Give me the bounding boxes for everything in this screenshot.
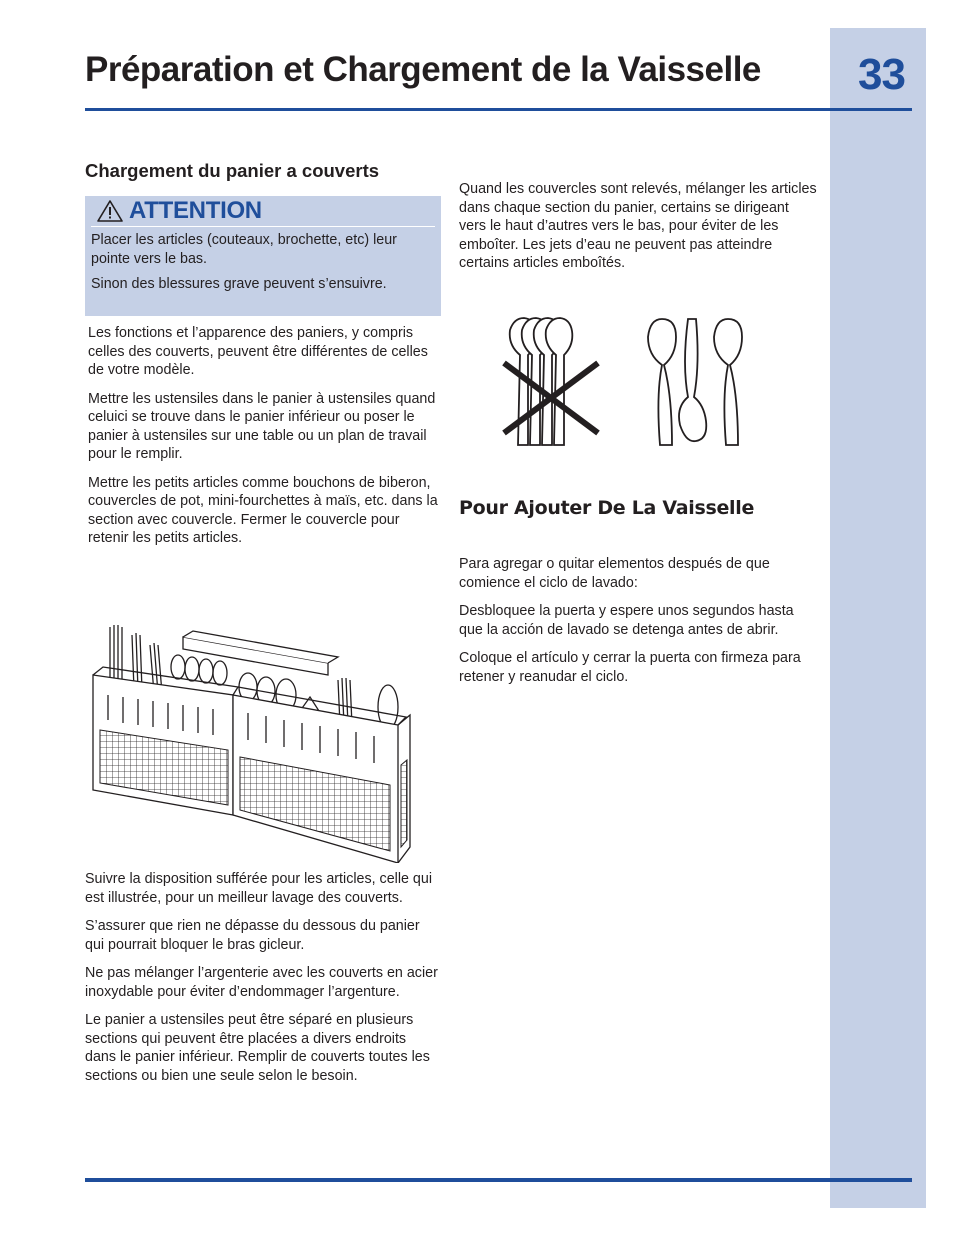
paragraph: Mettre les ustensiles dans le panier à ustensiles quand celuici se trouve dans le panier inférieur ou poser le panier à ustensiles sur une table ou un plan de travail pour le remplir.	[88, 390, 436, 462]
basket-illustration	[88, 615, 418, 863]
right-paragraphs-2	[459, 555, 819, 696]
attention-header	[91, 196, 435, 227]
left-paragraphs-bottom	[85, 870, 441, 1095]
section-heading: Pour Ajouter De La Vaisselle	[459, 497, 755, 519]
bottom-rule	[85, 1178, 912, 1182]
paragraph: Le panier a ustensiles peut être séparé en plusieurs sections qui peuvent être placées a divers endroits dans le panier inférieur. Remplir de couverts toutes les sections ou bien une seule selon le besoin.	[85, 1012, 430, 1084]
spoons-illustration	[498, 315, 756, 450]
right-column	[459, 180, 819, 283]
attention-text: Sinon des blessures grave peuvent s’ensuivre.	[91, 276, 387, 292]
paragraph: Les fonctions et l’apparence des paniers, y compris celles des couverts, peuvent être différentes de celles de votre modèle.	[88, 325, 428, 378]
title-rule	[85, 108, 912, 111]
paragraph: Ne pas mélanger l’argenterie avec les couverts en acier inoxydable pour éviter d’endommager l’argenture.	[85, 965, 438, 1000]
page-number: 33	[858, 50, 905, 99]
attention-box	[85, 196, 441, 316]
paragraph: Suivre la disposition sufférée pour les articles, celle qui est illustrée, pour un meilleur lavage des couverts.	[85, 871, 433, 906]
paragraph: S’assurer que rien ne dépasse du dessous du panier qui pourrait bloquer le bras gicleur.	[85, 918, 420, 953]
paragraph: Mettre les petits articles comme bouchons de biberon, couvercles de pot, mini-fourchettes à maïs, etc. dans la section avec couvercle. Fermer le couvercle pour retenir les petits articles.	[88, 474, 438, 546]
left-paragraphs	[85, 324, 441, 548]
warning-triangle-icon	[97, 200, 123, 222]
page-title: Préparation et Chargement de la Vaisselle	[85, 50, 761, 89]
left-column	[85, 160, 441, 558]
attention-label: ATTENTION	[129, 197, 262, 224]
paragraph: Quand les couvercles sont relevés, mélanger les articles dans chaque section du panier, certains se dirigeant vers le haut d’autres vers le bas, pour éviter de les emboîter. Les jets d’eau ne peuvent pas atteindre certains articles emboîtés.	[459, 181, 817, 271]
paragraph: Desbloquee la puerta y espere unos segundos hasta que la acción de lavado se detenga antes de abrir.	[459, 603, 794, 638]
section-heading: Chargement du panier a couverts	[85, 160, 380, 181]
paragraph: Para agregar o quitar elementos después de que comience el ciclo de lavado:	[459, 556, 770, 591]
attention-text: Placer les articles (couteaux, brochette, etc) leur pointe vers le bas.	[91, 232, 397, 267]
side-band	[830, 28, 926, 1208]
paragraph: Coloque el artículo y cerrar la puerta con firmeza para retener y reanudar el ciclo.	[459, 650, 801, 685]
